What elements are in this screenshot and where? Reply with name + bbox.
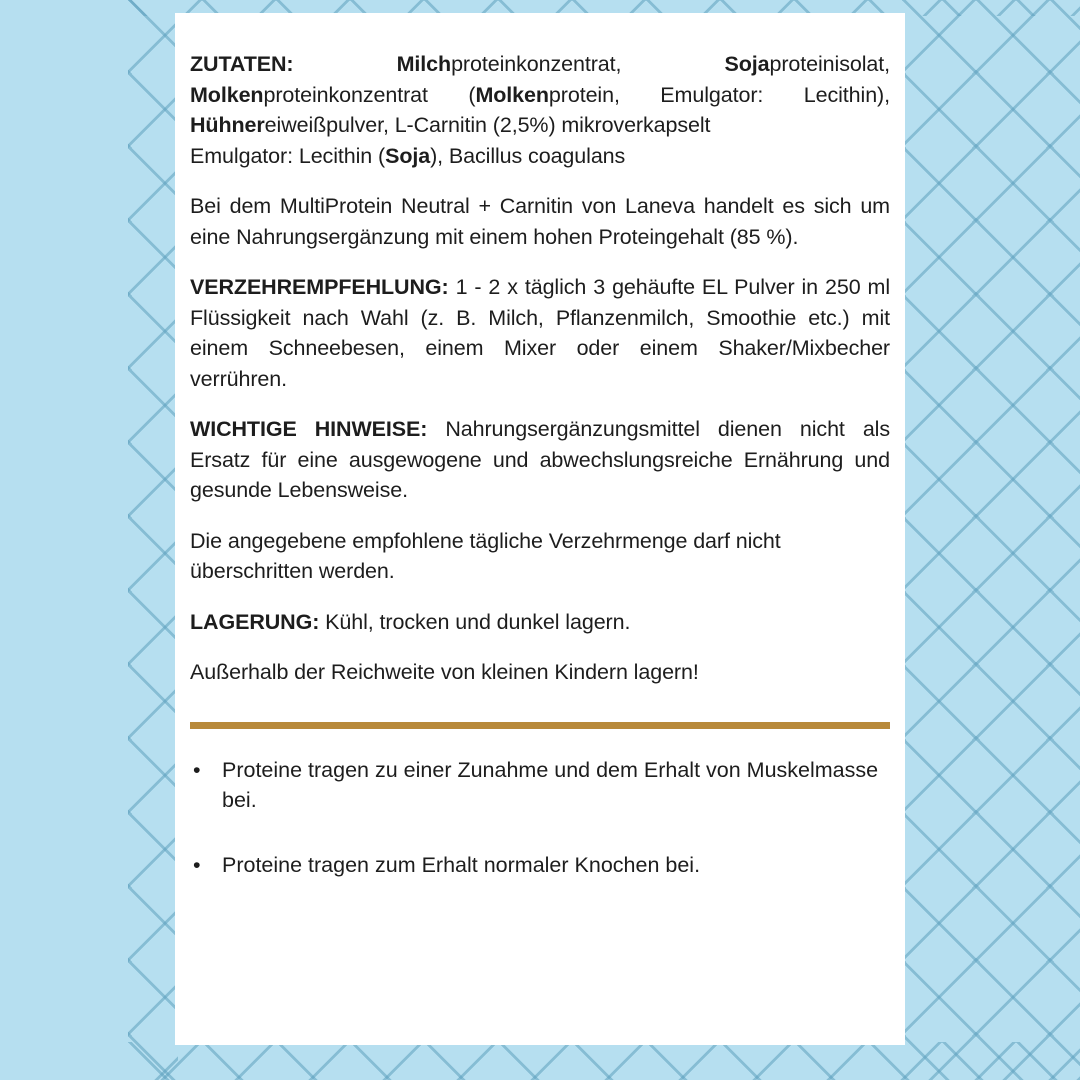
emulsifier-text-1: Emulgator: Lecithin ( [190,143,386,168]
decorative-crosshatch-pattern-bottom [128,1042,1080,1080]
storage-body: Kühl, trocken und dunkel lagern. [325,609,631,634]
storage-heading: LAGERUNG: [190,609,320,634]
label-content-card [175,13,905,1045]
ingredient-molken-2: Molken [475,82,549,107]
ingredient-soja: Soja [724,52,770,76]
important-notes-heading: WICHTIGE HINWEISE: [190,417,428,441]
ingredient-text-2: proteinisolat, [769,52,890,76]
emulsifier-soja: Soja [385,143,431,168]
ingredient-text-4: protein, Emulgator: Lecithin), [548,82,890,107]
storage-paragraph [190,607,890,638]
health-claims-list [190,755,890,881]
ingredient-huehner: Hühner [190,113,265,137]
consumption-body: 1 - 2 x täglich 3 gehäufte EL Pulver in 250 ml Flüssigkeit nach Wahl (z. B. Milch, Pflanzenmilch, Smoothie etc.) mit einem Schneebesen, einem Mixer oder einem Shaker/Mixbecher verrühren. [190,275,890,391]
ingredient-text-5: eiweißpulver, L-Carnitin (2,5%) mikroverkapselt [264,113,711,137]
emulsifier-text-2: ), Bacillus coagulans [430,143,626,168]
ingredient-text-1: proteinkonzentrat, [451,52,725,76]
important-notes-body: Nahrungsergänzungsmittel dienen nicht als Ersatz für eine ausgewogene und abwechslungsreiche Ernährung und gesunde Lebensweise. [190,417,891,502]
consumption-heading: VERZEHREMPFEHLUNG: [190,275,449,299]
health-claim-text: Proteine tragen zu einer Zunahme und dem Erhalt von Muskelmasse bei. [222,757,879,812]
decorative-crosshatch-pattern-left [128,0,178,1080]
important-notes-paragraph [190,414,890,506]
golden-divider [190,722,890,729]
consumption-spacer [449,275,456,299]
bullet-icon: • [193,852,201,877]
bullet-icon: • [193,757,201,782]
ingredient-text-3: proteinkonzentrat ( [263,82,476,107]
ingredients-paragraph [190,49,890,141]
product-description: Bei dem MultiProtein Neutral + Carnitin von Laneva handelt es sich um eine Nahrungsergänzung mit einem hohen Proteingehalt (85 %). [190,194,890,249]
list-item [190,755,890,816]
dosage-warning: Die angegebene empfohlene tägliche Verzehrmenge darf nicht überschritten werden. [190,528,781,583]
ingredient-milch: Milch [396,52,452,76]
consumption-recommendation-paragraph [190,272,890,394]
ingredients-heading: ZUTATEN: [190,52,294,76]
decorative-crosshatch-pattern-right [902,0,1080,1080]
ingredient-molken: Molken [190,82,264,107]
emulsifier-paragraph [190,141,890,172]
health-claim-text: Proteine tragen zum Erhalt normaler Knochen bei. [222,852,701,877]
child-safety-warning: Außerhalb der Reichweite von kleinen Kindern lagern! [190,660,699,684]
ingredients-spacer [294,52,397,76]
important-notes-spacer [427,417,445,441]
list-item [190,850,890,881]
